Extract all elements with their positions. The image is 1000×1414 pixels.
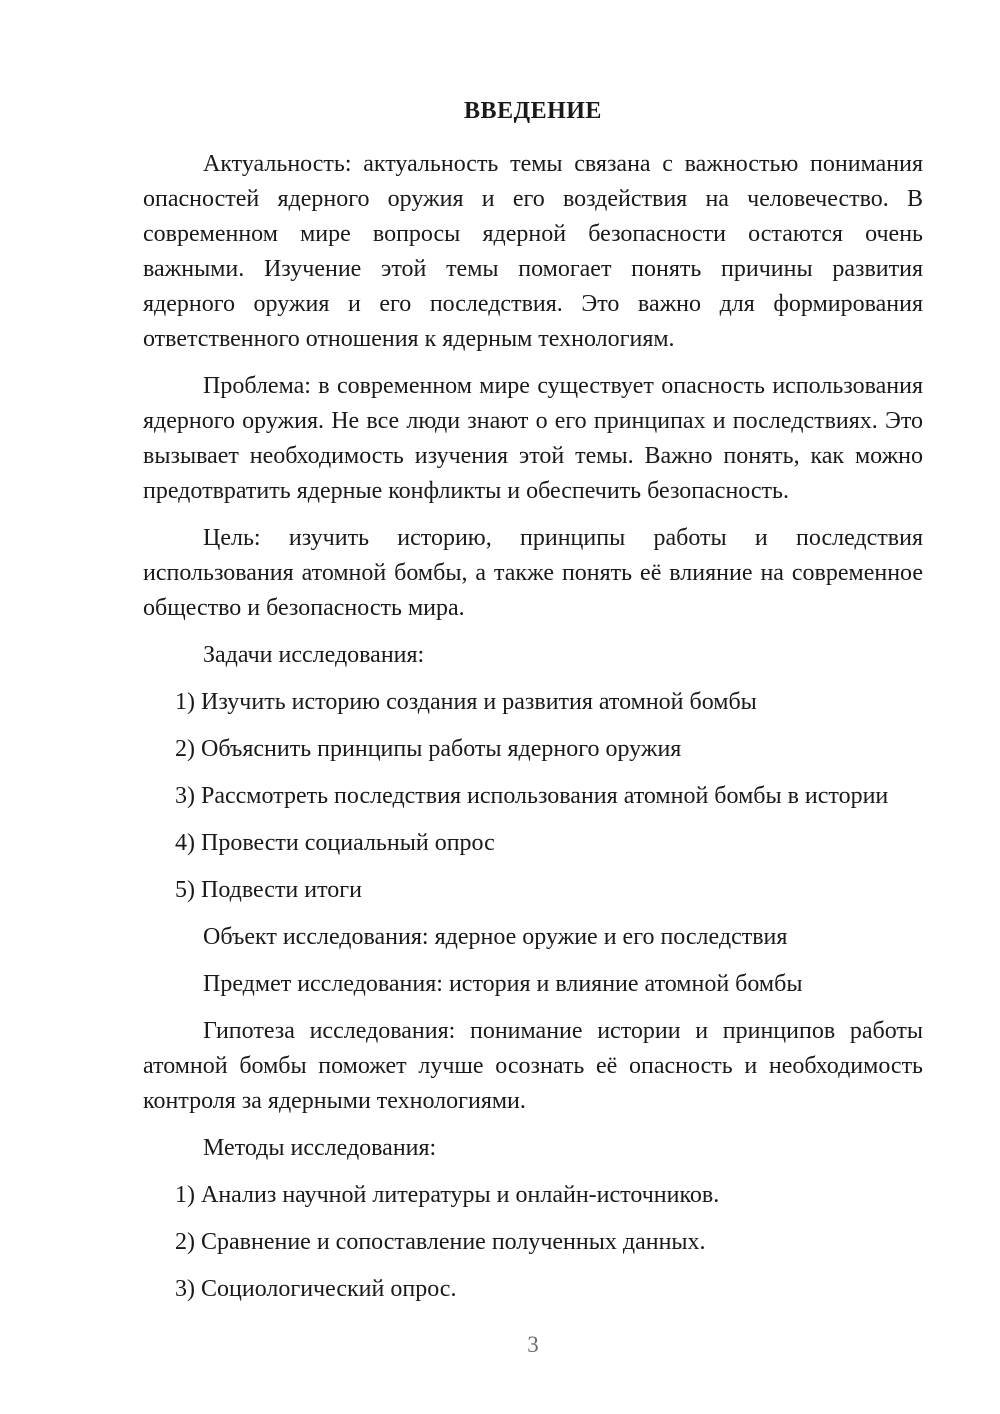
- page-number: 3: [527, 1332, 539, 1357]
- paragraph-problem: Проблема: в современном мире существует опасность использования ядерного оружия. Не все люди знают о его принципах и последствиях. Это вызывает необходимость изучения этой темы. Важно понять, как можно предотвратить ядерные конфликты и обеспечить безопасность.: [143, 373, 923, 504]
- method-item-3: 3) Социологический опрос.: [175, 1276, 457, 1302]
- paragraph-subject: Предмет исследования: история и влияние атомной бомбы: [203, 971, 803, 997]
- tasks-heading: Задачи исследования:: [203, 642, 425, 668]
- task-item-3: 3) Рассмотреть последствия использования атомной бомбы в истории: [175, 783, 889, 809]
- method-item-2: 2) Сравнение и сопоставление полученных данных.: [175, 1229, 706, 1255]
- document-body: [143, 94, 923, 1319]
- paragraph-object: Объект исследования: ядерное оружие и его последствия: [203, 924, 788, 950]
- paragraph-actuality: Актуальность: актуальность темы связана с важностью понимания опасностей ядерного оружия и его воздействия на человечество. В современном мире вопросы ядерной безопасности остаются очень важными. Изучение этой темы помогает понять причины развития ядерного оружия и его последствия. Это важно для формирования ответственного отношения к ядерным технологиям.: [143, 151, 923, 352]
- paragraph-goal: Цель: изучить историю, принципы работы и последствия использования атомной бомбы, а также понять её влияние на современное общество и безопасность мира.: [143, 525, 923, 621]
- methods-heading: Методы исследования:: [203, 1135, 437, 1161]
- method-item-1: 1) Анализ научной литературы и онлайн-источников.: [175, 1182, 720, 1208]
- task-item-4: 4) Провести социальный опрос: [175, 830, 495, 856]
- task-item-1: 1) Изучить историю создания и развития атомной бомбы: [175, 689, 757, 715]
- task-item-5: 5) Подвести итоги: [175, 877, 362, 903]
- task-item-2: 2) Объяснить принципы работы ядерного оружия: [175, 736, 682, 762]
- page-title: ВВЕДЕНИЕ: [464, 98, 602, 124]
- paragraph-hypothesis: Гипотеза исследования: понимание истории и принципов работы атомной бомбы поможет лучше осознать её опасность и необходимость контроля за ядерными технологиями.: [143, 1018, 923, 1114]
